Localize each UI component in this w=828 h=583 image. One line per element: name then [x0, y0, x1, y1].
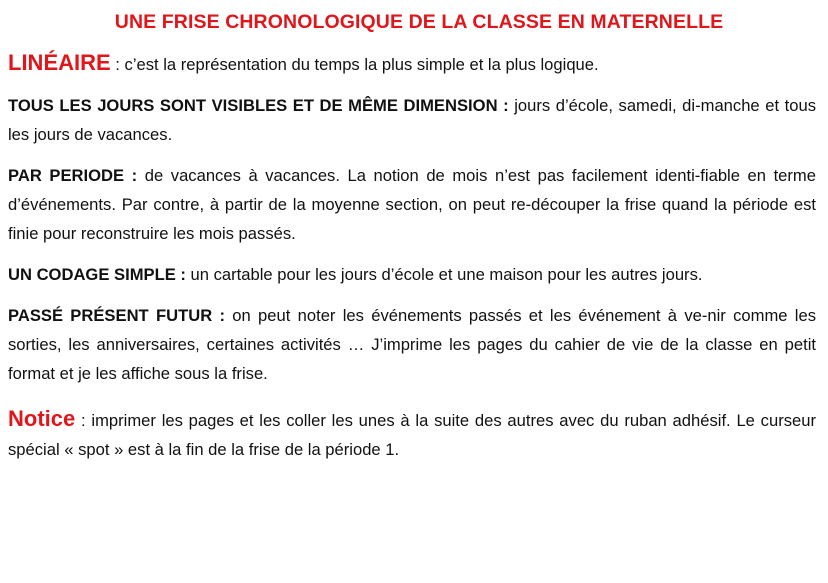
paragraph-codage-simple [8, 260, 816, 289]
paragraph-text: de vacances à vacances. La notion de mois n’est pas facilement identi-fiable en terme d’événements. Par contre, à partir de la moyenne section, on peut re-découper la frise quand la période est finie pour reconstruire les mois passés. [8, 166, 816, 243]
paragraph-lead: PAR PERIODE : [8, 166, 138, 185]
document-title: UNE FRISE CHRONOLOGIQUE DE LA CLASSE EN MATERNELLE [114, 11, 724, 33]
paragraph-text: : c’est la représentation du temps la plus simple et la plus logique. [110, 55, 599, 74]
paragraph-lead: Notice [8, 406, 76, 431]
paragraph-lead: TOUS LES JOURS SONT VISIBLES ET DE MÊME DIMENSION : [8, 96, 509, 115]
paragraph-text: : imprimer les pages et les coller les unes à la suite des autres avec du ruban adhésif. Le curseur spécial « spot » est à la fin de la frise de la période 1. [8, 411, 816, 459]
paragraph-notice [8, 404, 816, 464]
paragraph-text: on peut noter les événements passés et les événement à ve-nir comme les sorties, les anniversaires, certaines activités … J’imprime les pages du cahier de vie de la classe en petit format et je les affiche sous la frise. [8, 306, 816, 383]
paragraph-tous-les-jours [8, 91, 816, 149]
paragraph-text: un cartable pour les jours d’école et une maison pour les autres jours. [185, 265, 703, 284]
paragraph-lineaire [8, 48, 816, 79]
paragraph-lead: PASSÉ PRÉSENT FUTUR : [8, 306, 226, 325]
paragraph-text: jours d’école, samedi, di-manche et tous les jours de vacances. [8, 96, 816, 144]
paragraph-passe-present-futur [8, 301, 816, 388]
paragraph-lead: LINÉAIRE [8, 50, 111, 75]
paragraph-par-periode [8, 161, 816, 248]
paragraph-lead: UN CODAGE SIMPLE : [8, 265, 186, 284]
